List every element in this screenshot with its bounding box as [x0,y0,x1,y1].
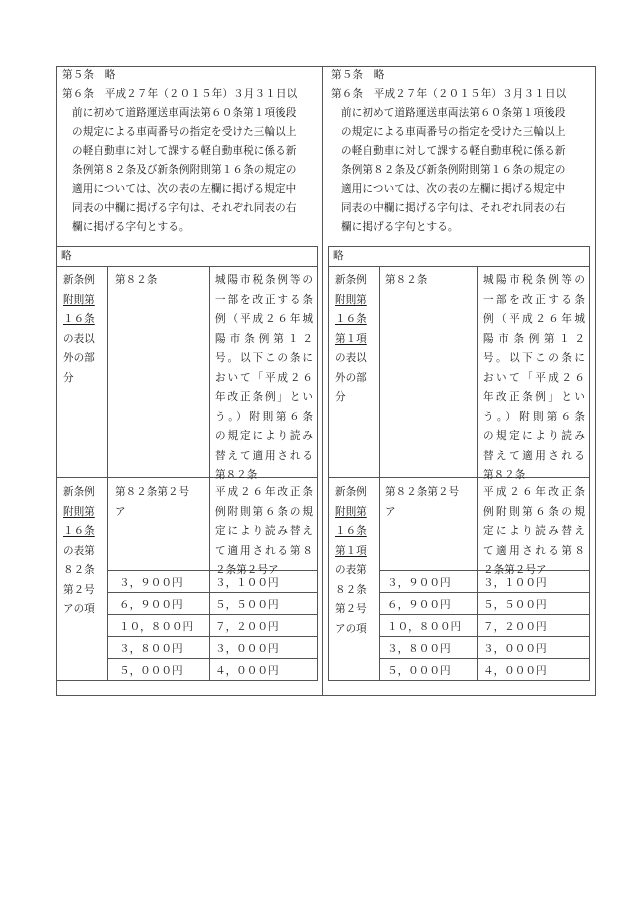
article-5-heading: 第５条 略 [62,69,116,81]
article-6-line: の規定による車両番号の指定を受けた三輪以上 [72,126,297,138]
table-vline [209,266,210,680]
cell-line: 新条例 [335,486,367,498]
article-6-line: の軽自動車に対して課する軽自動車税に係る新 [72,145,297,157]
table-vline [379,266,380,680]
amount-old: ６，９００円 [387,599,451,611]
cell-line: 附則第 [63,293,95,306]
cell-line: アの項 [63,603,95,615]
cell-line: 年改正条例」とい [483,391,585,403]
article-6-line: 欄に掲げる字句とする。 [72,221,190,233]
cell-line: 新条例 [63,486,95,498]
cell-line: 号。以下この条に [483,352,585,364]
article-6-line: の規定による車両番号の指定を受けた三輪以上 [341,126,566,138]
cell-line: 分 [63,371,74,384]
cell-line: 号。以下この条に [215,352,313,364]
amount-new: ３，１００円 [215,577,279,589]
cell-line: 第２号 [335,603,367,615]
row1-phrase-cell [115,271,157,291]
cell-line: おいて「平成２６ [483,371,585,384]
amount-new: ３，０００円 [215,643,279,655]
cell-line: 分 [335,391,346,403]
right-replacement-table [328,246,590,681]
cell-line: て適用される第８ [215,544,313,557]
right-column [331,66,593,237]
cell-line: ２条第２号ア [215,564,279,576]
amount-new: ７，２００円 [483,621,547,633]
amount-old: ３，８００円 [119,643,183,655]
row2-replacement-cell [483,483,585,581]
cell-line: 新条例 [335,274,367,286]
cell-line: 外の部 [335,371,367,384]
table-vline [107,266,108,680]
cell-line: ２条第２号ア [483,564,547,576]
cell-line: の表第 [63,544,95,557]
cell-line: の規定により読み [215,430,313,442]
row1-provision-cell [63,271,103,388]
left-column [62,66,324,237]
cell-line: 第８２条 [483,469,526,481]
cell-line: の規定により読み [483,430,585,442]
table-vline [477,266,478,680]
cell-line: おいて「平成２６ [215,371,313,384]
amount-new: ４，０００円 [215,665,279,677]
cell-line: 第８２条第２号 [115,486,190,498]
cell-line: 城陽市税条例等の [483,274,585,286]
cell-line: 陽市条例第１２ [483,332,585,345]
amount-new: ５，５００円 [483,599,547,611]
amount-new-column [215,573,279,683]
amount-old: ３，９００円 [119,577,183,589]
article-5-heading: 第５条 略 [331,69,385,81]
cell-line: 城陽市税条例等の [215,274,313,286]
cell-line: 例附則第６条の規 [215,505,313,518]
cell-line: 附則第 [63,505,95,518]
cell-line: 第１項 [335,544,367,557]
cell-line: 定により読み替え [483,525,585,537]
row2-replacement-cell [215,483,313,581]
left-replacement-table [56,246,318,681]
amount-old-column [119,573,193,683]
table-ryaku: 略 [57,247,317,267]
cell-line: 定により読み替え [215,525,313,537]
row2-provision-cell [63,483,103,620]
article-6-line: 第６条 平成２７年（２０１５年）３月３１日以 [331,88,567,100]
cell-line: 替えて適用される [215,449,313,462]
cell-line: 新条例 [63,274,95,286]
amount-old-column [387,573,461,683]
article-6-line: 適用については、次の表の左欄に掲げる規定中 [72,183,297,195]
cell-line: ８２条 [63,564,95,576]
amount-old: ５，０００円 [119,665,183,677]
cell-line: １６条 [63,525,95,537]
cell-line: 例附則第６条の規 [483,505,585,518]
cell-line: 替えて適用される [483,449,585,462]
article-6-line: 条例第８２条及び新条例附則第１６条の規定の [72,164,297,176]
amount-old: ６，９００円 [119,599,183,611]
cell-line: 平成２６年改正条 [215,486,313,498]
cell-line: １６条 [335,525,367,537]
cell-line: ア [115,505,126,518]
cell-line: 附則第 [335,293,367,306]
cell-line: ア [385,505,396,518]
row1-replacement-cell [215,271,313,486]
cell-line: 第８２条 [215,469,258,481]
cell-line: 第１項 [335,332,367,345]
amount-old: ５，０００円 [387,665,451,677]
cell-line: １６条 [335,313,367,325]
cell-line: ８２条 [335,583,367,596]
cell-line: 年改正条例」とい [215,391,313,403]
amount-old: １０，８００円 [119,621,194,633]
article-6-line: 前に初めて道路運送車両法第６０条第１項後段 [341,107,566,119]
cell-line: 一部を改正する条 [215,293,313,306]
article-6-line: 欄に掲げる字句とする。 [341,221,459,233]
cell-line: の表第 [335,564,367,576]
row1-replacement-cell [483,271,585,486]
article-6-line: 同表の中欄に掲げる字句は、それぞれ同表の右 [341,202,566,214]
cell-line: う。）附則第６条 [215,410,313,423]
table-ryaku: 略 [329,247,589,267]
amount-new-column [483,573,547,683]
cell-line: 附則第 [335,505,367,518]
amount-new: ３，０００円 [483,643,547,655]
cell-line: の表以 [63,332,95,345]
amount-new: ７，２００円 [215,621,279,633]
cell-line: の表以 [335,352,367,364]
article-6-line: 条例第８２条及び新条例附則第１６条の規定の [341,164,566,176]
amount-old: ３，８００円 [387,643,451,655]
article-6-line: 第６条 平成２７年（２０１５年）３月３１日以 [62,88,298,100]
cell-line: 平成２６年改正条 [483,486,585,498]
cell-line: 外の部 [63,352,95,364]
amount-new: ４，０００円 [483,665,547,677]
cell-line: １６条 [63,313,95,325]
cell-line: 一部を改正する条 [483,293,585,306]
row2-phrase-cell [385,483,459,522]
cell-line: アの項 [335,622,367,635]
row1-provision-cell [335,271,375,408]
amount-new: ５，５００円 [215,599,279,611]
row1-phrase-cell [385,271,427,291]
cell-line: 第２号 [63,583,95,596]
amount-old: ３，９００円 [387,577,451,589]
cell-line: て適用される第８ [483,544,585,557]
cell-line: 例（平成２６年城 [483,313,585,325]
amount-old: １０，８００円 [387,621,462,633]
row2-provision-cell [335,483,375,639]
article-6-line: 適用については、次の表の左欄に掲げる規定中 [341,183,566,195]
cell-line: 陽市条例第１２ [215,332,313,345]
cell-line: 第８２条第２号 [385,486,460,498]
article-6-line: 前に初めて道路運送車両法第６０条第１項後段 [72,107,297,119]
row2-phrase-cell [115,483,189,522]
article-6-line: 同表の中欄に掲げる字句は、それぞれ同表の右 [72,202,297,214]
cell-line: 例（平成２６年城 [215,313,313,325]
cell-line: う。）附則第６条 [483,410,585,423]
article-6-line: の軽自動車に対して課する軽自動車税に係る新 [341,145,566,157]
cell-line: 第８２条 [115,274,158,286]
cell-line: 第８２条 [385,274,428,286]
amount-new: ３，１００円 [483,577,547,589]
